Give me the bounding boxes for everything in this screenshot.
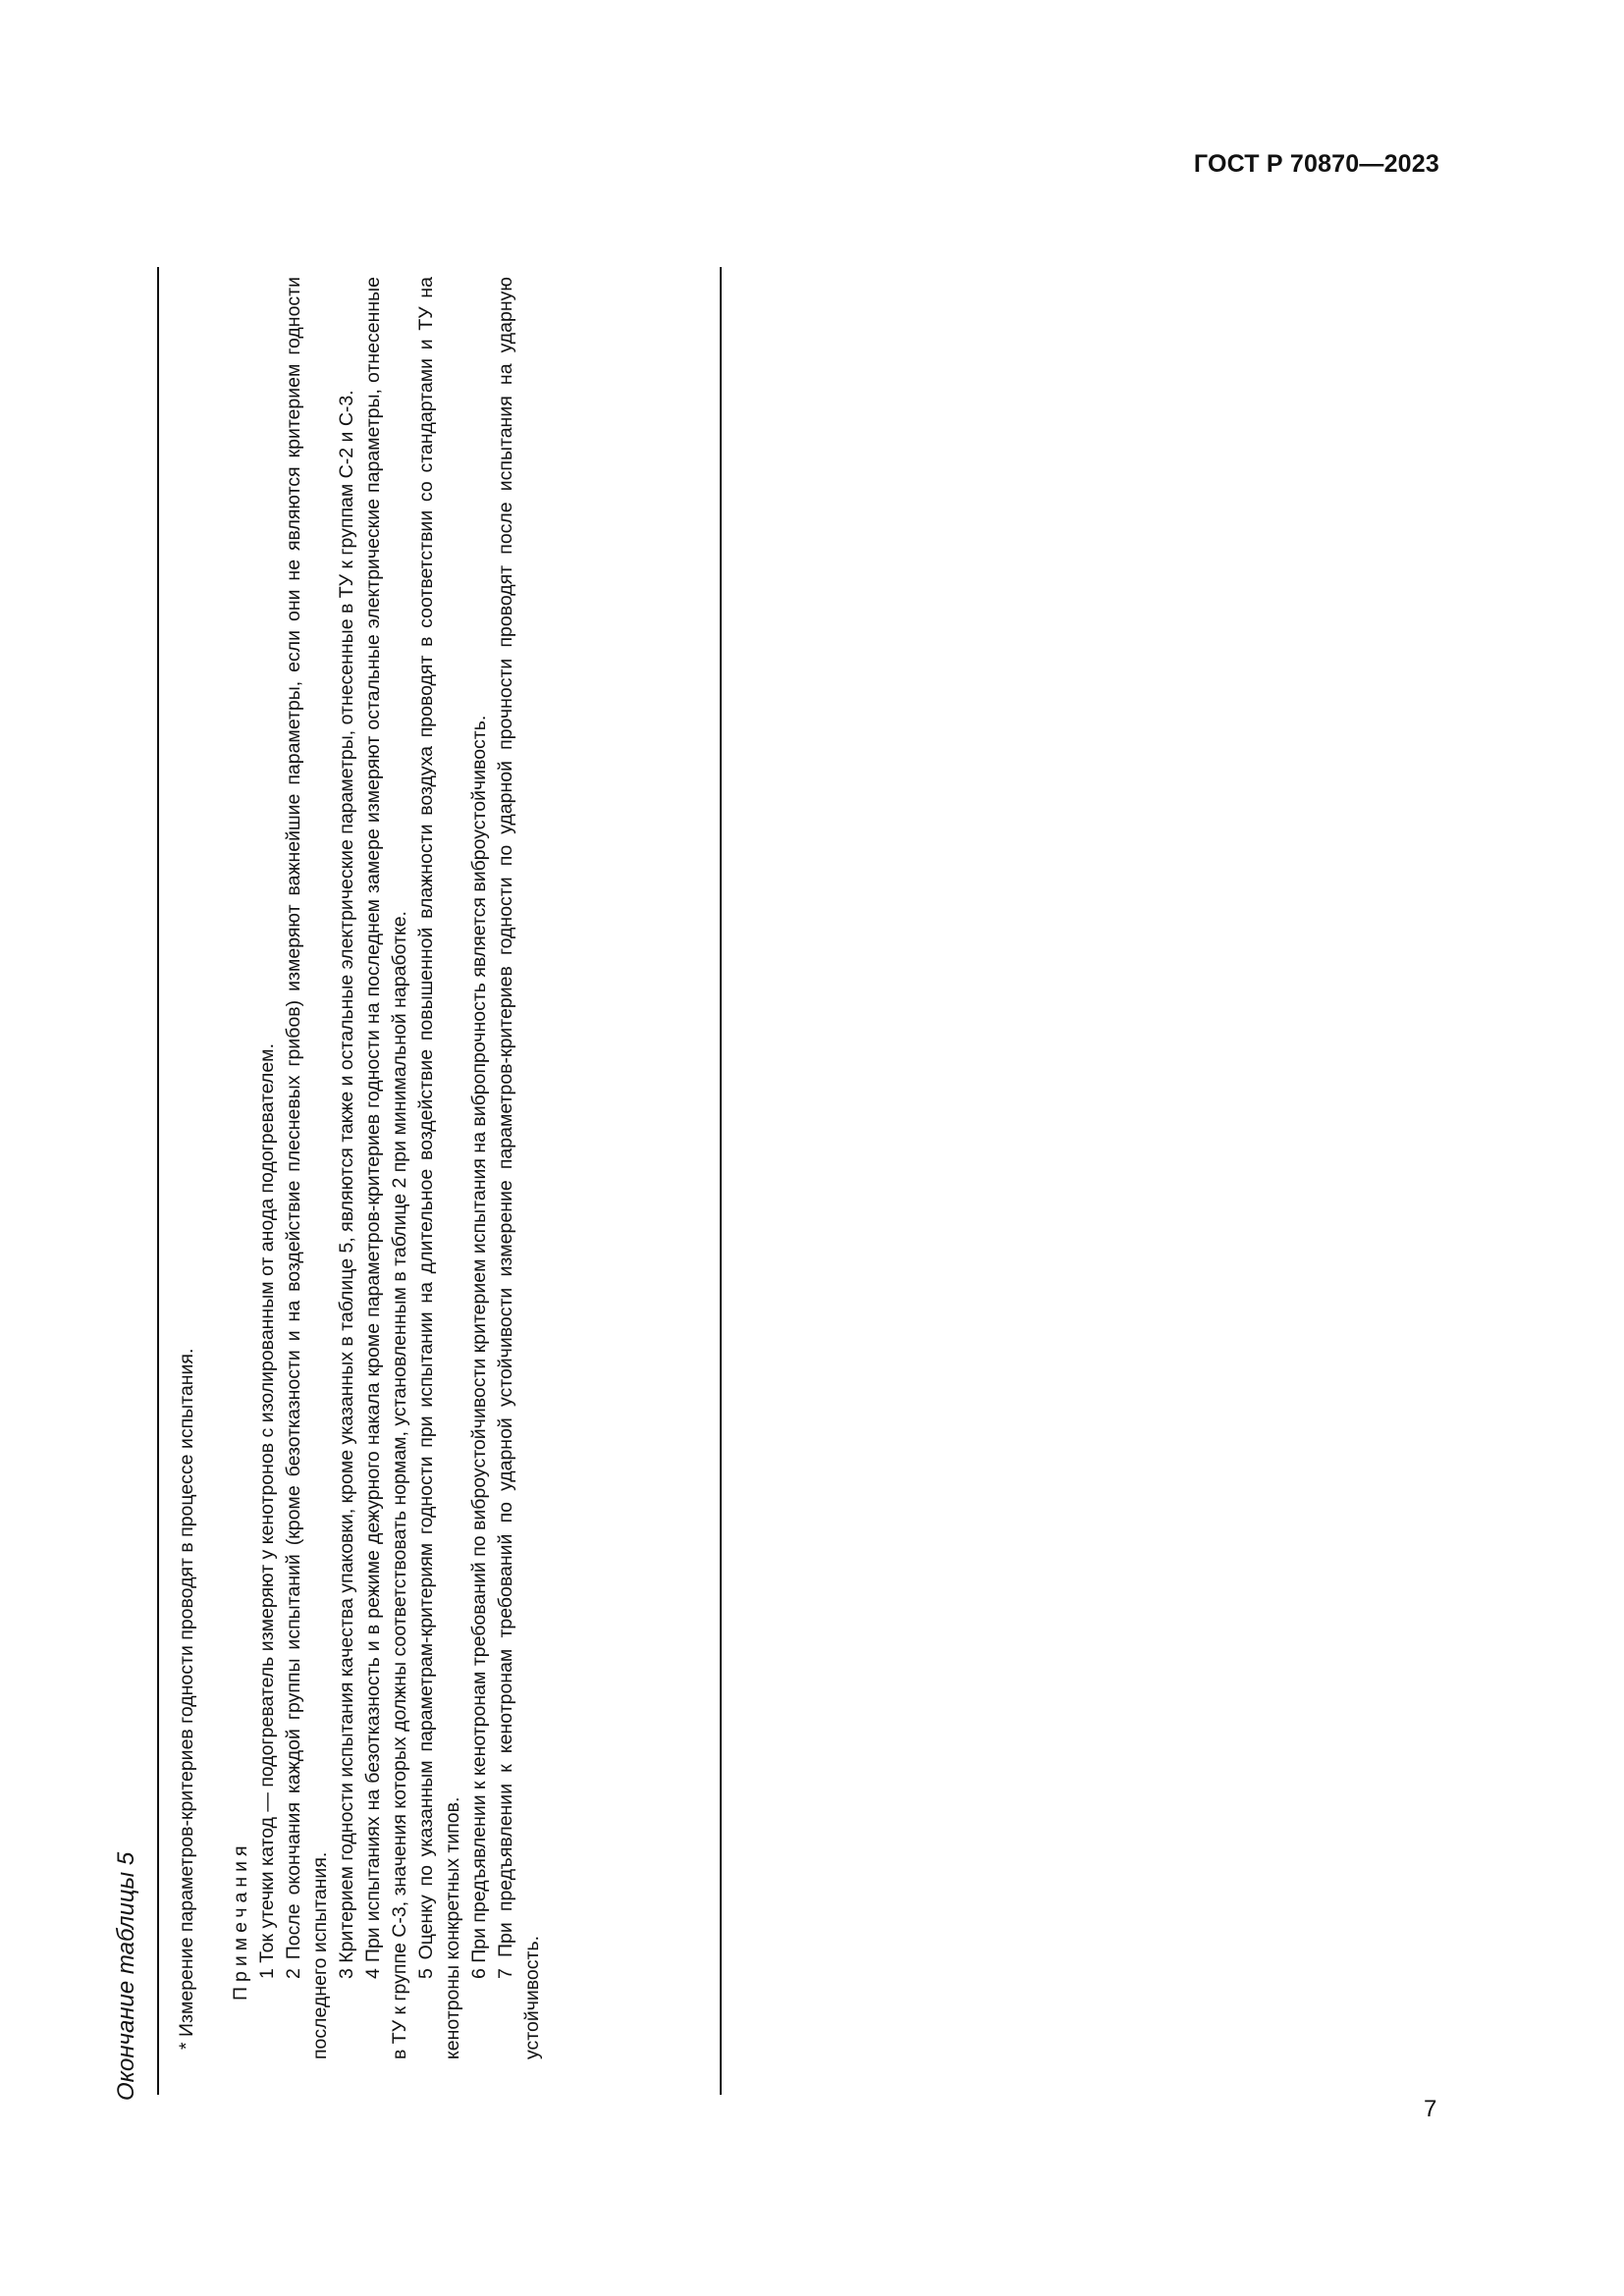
page-number: 7 xyxy=(1424,2096,1437,2122)
note-3: 3 Критерием годности испытания качества упаковки, кроме указанных в таблице 5, являются также и остальные электрические параметры, отнесенные в ТУ к группам С-2 и С-3. xyxy=(336,390,357,1979)
rotated-table-section xyxy=(113,255,722,2101)
table-footnote: * Измерение параметров-критериев годности проводят в процессе испытания. xyxy=(176,1348,197,2050)
note-6: 6 При предъявлении к кенотронам требований по виброустойчивости критерием испытания на вибропрочность является виброустойчивость. xyxy=(468,715,490,1979)
notes-heading: Примечания xyxy=(230,1841,251,2001)
note-7: 7 При предъявлении к кенотронам требований по ударной устойчивости измерение параметров-критериев годности по ударной прочности проводят после испытания на ударную устойчивость. xyxy=(495,277,543,2059)
note-2: 2 После окончания каждой группы испытаний (кроме безотказности и на воздействие плесневых грибов) измеряют важнейшие параметры, если они не являются критерием годности последнего испытания. xyxy=(283,277,331,2059)
note-5: 5 Оценку по указанным параметрам-критериям годности при испытании на длительное воздействие повышенной влажности воздуха проводят в соответствии со стандартами и ТУ на кенотроны конкретных типов. xyxy=(415,277,463,2059)
note-1: 1 Ток утечки катод — подогреватель измеряют у кенотронов с изолированным от анода подогревателем. xyxy=(256,1043,278,1979)
document-code: ГОСТ Р 70870—2023 xyxy=(1193,150,1439,178)
table-notes-cell xyxy=(174,277,546,2059)
table-continuation-label: Окончание таблицы 5 xyxy=(113,1851,139,2101)
table-frame xyxy=(157,267,722,2095)
note-4: 4 При испытаниях на безотказность и в режиме дежурного накала кроме параметров-критериев годности на последнем замере измеряют остальные электрические параметры, отнесенные в ТУ к группе С-3, значения которых должны соответствовать нормам, установленным в таблице 2 при минимальной наработке. xyxy=(362,277,410,2059)
